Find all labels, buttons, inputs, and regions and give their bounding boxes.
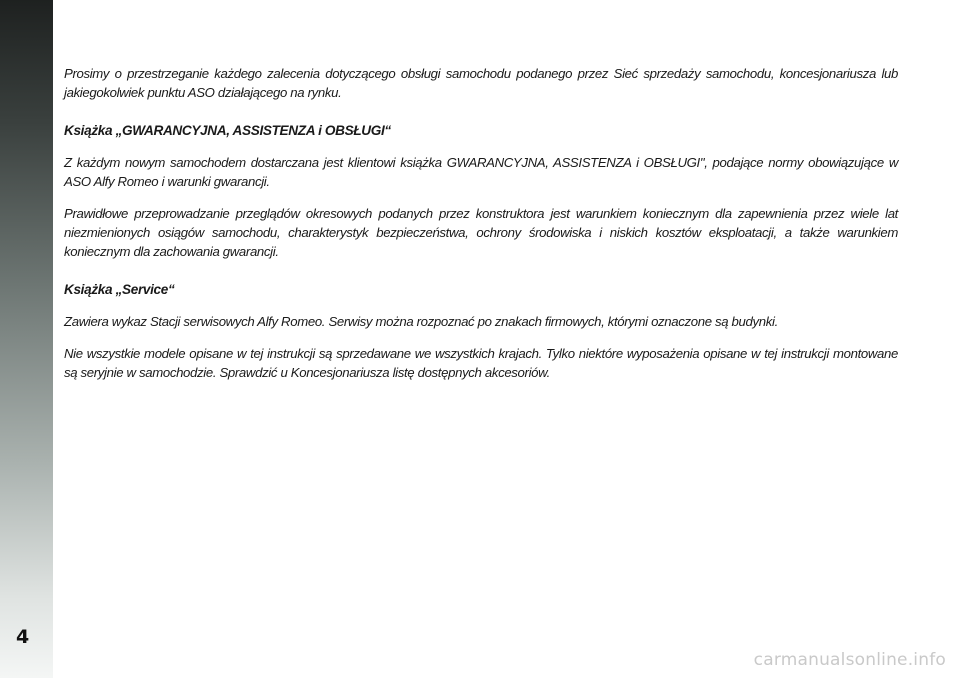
warranty-paragraph-1: Z każdym nowym samochodem dostarczana jest klientowi książka GWARANCYJNA, ASSISTENZA i OBSŁUGI", podające normy obowiązujące w ASO Alfy Romeo i warunki gwarancji. bbox=[64, 155, 898, 189]
service-paragraph-2: Nie wszystkie modele opisane w tej instrukcji są sprzedawane we wszystkich krajach. Tylko niektóre wyposażenia opisane w tej instrukcji montowane są seryjnie w samochodzie. Sprawdzić u Koncesjonariusza listę dostępnych akcesoriów. bbox=[64, 346, 898, 380]
service-book-heading: Książka „Service“ bbox=[64, 282, 175, 297]
site-watermark: carmanualsonline.info bbox=[753, 650, 946, 670]
intro-paragraph: Prosimy o przestrzeganie każdego zalecenia dotyczącego obsługi samochodu podanego przez Sieć sprzedaży samochodu, koncesjonariusza lub jakiegokolwiek punktu ASO działającego na rynku. bbox=[64, 66, 898, 100]
warranty-book-heading: Książka „GWARANCYJNA, ASSISTENZA i OBSŁUGI“ bbox=[64, 123, 391, 138]
side-gradient-band bbox=[0, 0, 53, 678]
service-paragraph-1: Zawiera wykaz Stacji serwisowych Alfy Romeo. Serwisy można rozpoznać po znakach firmowych, którymi oznaczone są budynki. bbox=[64, 314, 778, 329]
page-number: 4 bbox=[16, 626, 30, 648]
warranty-paragraph-2: Prawidłowe przeprowadzanie przeglądów okresowych podanych przez konstruktora jest warunkiem koniecznym dla zapewnienia przez wiele lat niezmienionych osiągów samochodu, charakterystyk bezpieczeństwa, ochrony środowiska i niskich kosztów eksploatacji, a także warunkiem koniecznym dla zachowania gwarancji. bbox=[64, 206, 898, 259]
page-content bbox=[64, 64, 898, 395]
